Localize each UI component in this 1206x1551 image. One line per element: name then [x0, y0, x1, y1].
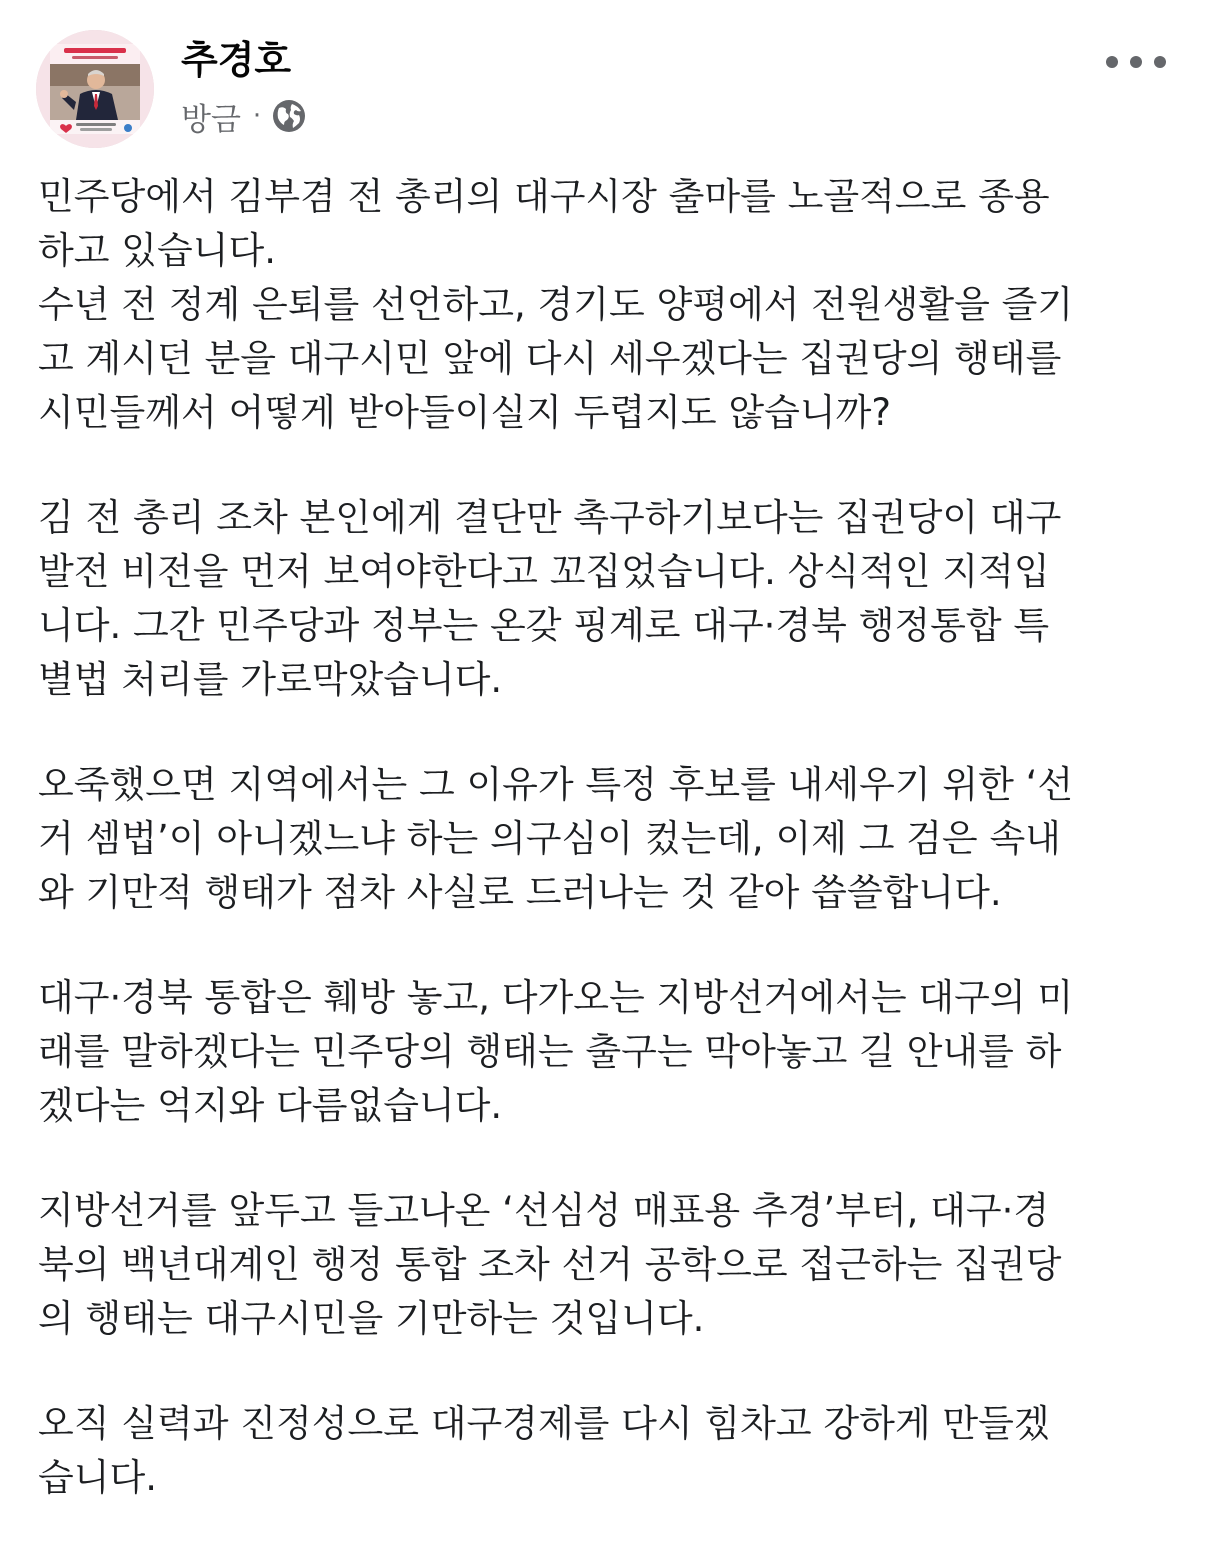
- post-text-line: 발전 비전을 먼저 보여야한다고 꼬집었습니다. 상식적인 지적입: [38, 550, 1050, 593]
- post-text-line: 수년 전 정계 은퇴를 선언하고, 경기도 양평에서 전원생활을 즐기: [38, 283, 1074, 326]
- post-text-line: 의 행태는 대구시민을 기만하는 것입니다.: [38, 1297, 705, 1340]
- post-text-line: 별법 처리를 가로막았습니다.: [38, 658, 503, 701]
- post-body: [38, 170, 1178, 1505]
- more-dot: [1154, 56, 1166, 68]
- post-paragraph: [38, 1184, 1178, 1346]
- post-text-line: 겠다는 억지와 다름없습니다.: [38, 1084, 503, 1127]
- avatar-image: [36, 30, 154, 148]
- post-text-line: 민주당에서 김부겸 전 총리의 대구시장 출마를 노골적으로 종용: [38, 175, 1050, 218]
- post-paragraph: [38, 491, 1178, 707]
- more-dot: [1130, 56, 1142, 68]
- post-paragraph: [38, 758, 1178, 920]
- post-text-line: 거 셈법’이 아니겠느냐 하는 의구심이 컸는데, 이제 그 검은 속내: [38, 817, 1061, 860]
- post-text-line: 습니다.: [38, 1456, 157, 1499]
- post-text-line: 니다. 그간 민주당과 정부는 온갖 핑계로 대구·경북 행정통합 특: [38, 604, 1050, 647]
- post-text-line: 지방선거를 앞두고 들고나온 ‘선심성 매표용 추경’부터, 대구·경: [38, 1189, 1050, 1232]
- profile-avatar[interactable]: [36, 30, 154, 148]
- post-paragraph: [38, 170, 1178, 440]
- meta-separator: ·: [252, 101, 262, 131]
- post-text-line: 오죽했으면 지역에서는 그 이유가 특정 후보를 내세우기 위한 ‘선: [38, 763, 1074, 806]
- more-dot: [1106, 56, 1118, 68]
- post-text-line: 북의 백년대계인 행정 통합 조차 선거 공학으로 접근하는 집권당: [38, 1243, 1062, 1286]
- post-text-line: 와 기만적 행태가 점차 사실로 드러나는 것 같아 씁쓸합니다.: [38, 871, 1002, 914]
- post-text-line: 오직 실력과 진정성으로 대구경제를 다시 힘차고 강하게 만들겠: [38, 1402, 1050, 1445]
- post-text-line: 시민들께서 어떻게 받아들이실지 두렵지도 않습니까?: [38, 391, 892, 434]
- post-text-line: 김 전 총리 조차 본인에게 결단만 촉구하기보다는 집권당이 대구: [38, 496, 1062, 539]
- post-paragraph: [38, 971, 1178, 1133]
- globe-icon: [271, 98, 307, 134]
- author-name[interactable]: 추경호: [181, 38, 292, 82]
- post-text-line: 하고 있습니다.: [38, 229, 276, 272]
- post-paragraph: [38, 1397, 1178, 1505]
- post-text-line: 래를 말하겠다는 민주당의 행태는 출구는 막아놓고 길 안내를 하: [38, 1030, 1062, 1073]
- post-text-line: 고 계시던 분을 대구시민 앞에 다시 세우겠다는 집권당의 행태를: [38, 337, 1062, 380]
- post-meta: [181, 96, 307, 136]
- post-timestamp[interactable]: 방금: [181, 101, 241, 138]
- post-text-line: 대구·경북 통합은 훼방 놓고, 다가오는 지방선거에서는 대구의 미: [38, 976, 1074, 1019]
- post-header: [36, 30, 1170, 148]
- more-options-icon[interactable]: [1106, 44, 1166, 80]
